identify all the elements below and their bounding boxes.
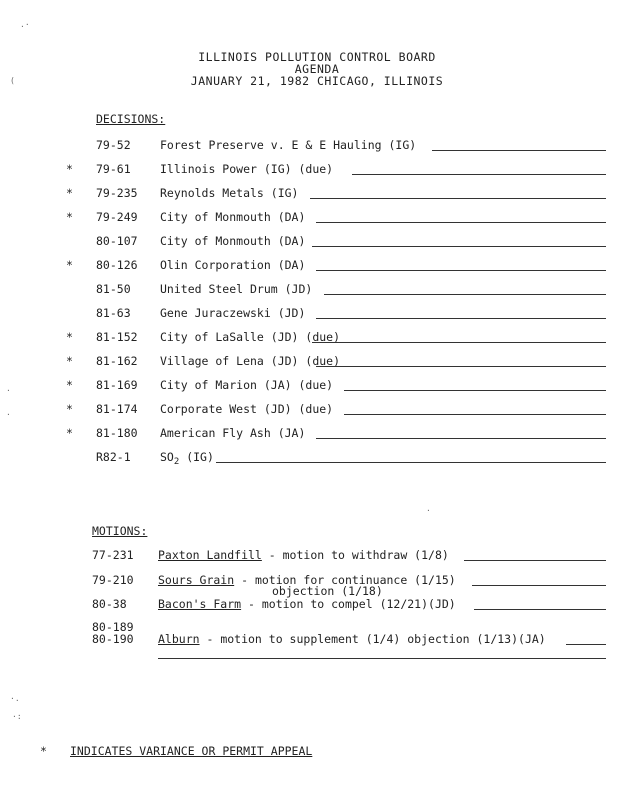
case-title: $SO_2$ (IG) [160,450,214,467]
decision-row [0,306,618,322]
entry-line [316,222,606,223]
scan-mark: . [426,504,431,513]
docket-number: 80-107 [96,234,138,248]
entry-line [312,246,606,247]
motion-description: Alburn - motion to supplement (1/4) objection (1/13)(JA) [158,632,546,646]
docket-number: 79-61 [96,162,131,176]
case-title: Corporate West (JD) (due) [160,402,334,416]
entry-line [344,414,606,415]
motion-description [158,548,449,562]
entry-line [472,585,606,586]
case-title: City of Monmouth (DA) [160,234,306,248]
motion-description [158,597,456,611]
case-title: Olin Corporation (DA) [160,258,306,272]
variance-asterisk: * [66,330,73,344]
motion-row [0,573,618,598]
entry-line [352,174,606,175]
case-title: American Fly Ash (JA) [160,426,306,440]
meeting-date-location: JANUARY 21, 1982 CHICAGO, ILLINOIS [190,74,444,88]
footnote [40,744,312,758]
decision-row [0,378,618,394]
decision-row [0,210,618,226]
entry-line [464,560,606,561]
decisions-heading: DECISIONS: [96,112,166,126]
docket-number: 81-180 [96,426,138,440]
case-title: Gene Juraczewski (JD) [160,306,306,320]
entry-line [316,270,606,271]
docket-number: 79-210 [92,573,134,587]
scan-mark: . [6,408,11,417]
motion-note: objection (1/18) [272,584,383,598]
motion-row [0,597,618,613]
asterisk: * [40,744,47,758]
party-name: Bacon's Farm [158,597,242,611]
entry-line [316,438,606,439]
case-title: United Steel Drum (JD) [160,282,313,296]
scan-mark: ·. [10,694,20,703]
decision-row [0,402,618,418]
docket-number: 81-162 [96,354,138,368]
case-title: City of LaSalle (JD) (due) [160,330,341,344]
decision-row [0,426,618,442]
decision-row [0,186,618,202]
entry-line [432,150,606,151]
entry-line [566,644,606,645]
entry-line [474,609,606,610]
case-title: City of Monmouth (DA) [160,210,306,224]
entry-line [324,294,606,295]
party-name: Paxton Landfill [158,548,262,562]
docket-number: 79-52 [96,138,131,152]
motion-row [0,548,618,564]
docket-number: 81-50 [96,282,131,296]
scan-mark: ( [10,76,15,85]
decision-row [0,354,618,370]
variance-asterisk: * [66,426,73,440]
variance-asterisk: * [66,258,73,272]
decision-row [0,450,618,466]
motions-heading: MOTIONS: [92,524,148,538]
motion-detail: - motion for continuance (1/15) [234,573,456,587]
entry-line [316,318,606,319]
docket-number: 81-174 [96,402,138,416]
motion-detail: - motion to withdraw (1/8) [261,548,449,562]
agenda-title: AGENDA [294,62,340,76]
docket-number: 80-189 [92,620,134,634]
docket-number: 80-126 [96,258,138,272]
docket-number: R82-1 [96,450,131,464]
entry-line [344,390,606,391]
scan-mark: . [6,384,11,393]
variance-asterisk: * [66,210,73,224]
docket-number: 81-152 [96,330,138,344]
case-title: Village of Lena (JD) (due) [160,354,341,368]
entry-line [316,366,606,367]
decision-row [0,258,618,274]
scan-mark: ·: [12,712,22,721]
variance-asterisk: * [66,354,73,368]
entry-line [310,198,606,199]
variance-asterisk: * [66,186,73,200]
docket-number: 77-231 [92,548,134,562]
docket-number: 79-249 [96,210,138,224]
variance-asterisk: * [66,162,73,176]
footnote-text: INDICATES VARIANCE OR PERMIT APPEAL [70,744,313,758]
scan-mark: .· [20,20,30,29]
board-name: ILLINOIS POLLUTION CONTROL BOARD [198,50,436,64]
docket-number: 80-190 [92,632,134,646]
decision-row [0,330,618,346]
docket-number: 81-169 [96,378,138,392]
docket-number: 81-63 [96,306,131,320]
party-name: Sours Grain [158,573,235,587]
decision-row [0,162,618,178]
motion-detail: - motion to compel (12/21)(JD) [241,597,456,611]
variance-asterisk: * [66,402,73,416]
decision-row [0,138,618,154]
entry-line [158,658,606,659]
case-title: Illinois Power (IG) (due) [160,162,334,176]
case-title: City of Marion (JA) (due) [160,378,334,392]
motion-row [0,620,618,654]
decision-row [0,234,618,250]
case-title: Reynolds Metals (IG) [160,186,299,200]
variance-asterisk: * [66,378,73,392]
docket-number: 80-38 [92,597,127,611]
decision-row [0,282,618,298]
entry-line [216,462,606,463]
entry-line [312,342,606,343]
case-title: Forest Preserve v. E & E Hauling (IG) [160,138,417,152]
docket-number: 79-235 [96,186,138,200]
